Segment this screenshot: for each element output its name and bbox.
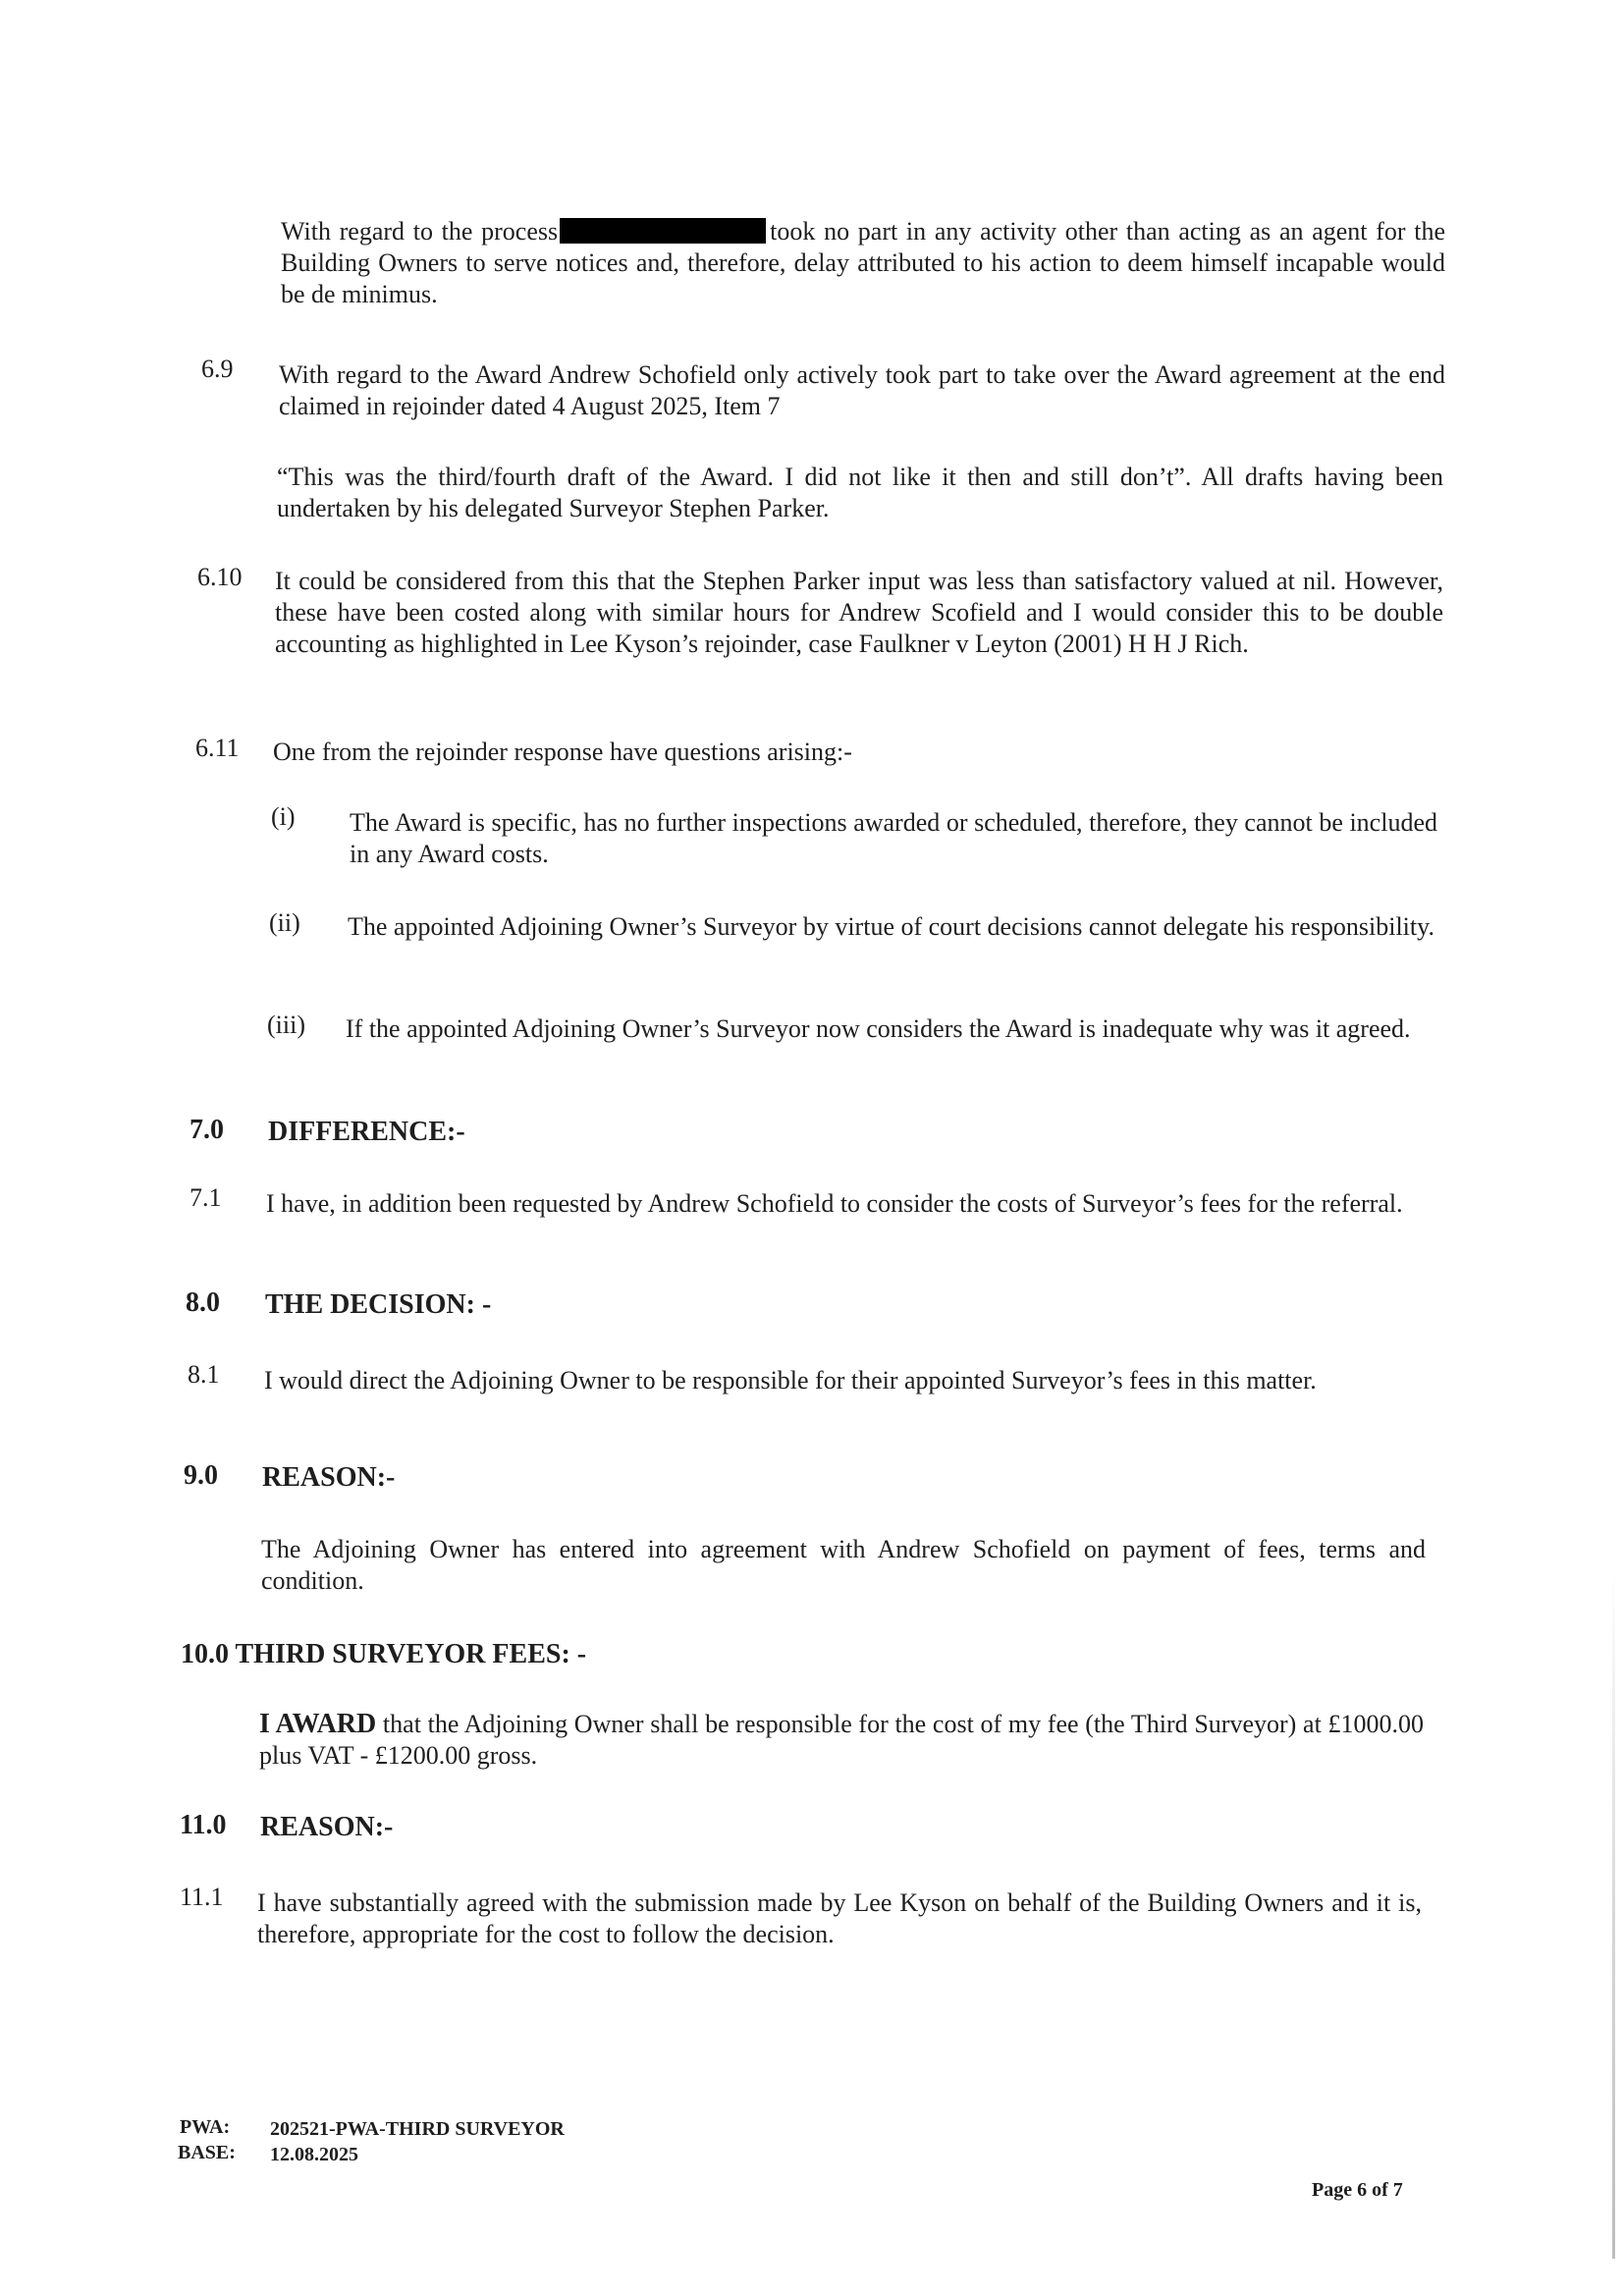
footer-pwa-value: 202521-PWA-THIRD SURVEYOR xyxy=(270,2118,565,2140)
section-6-9-quote: “This was the third/fourth draft of the Award. I did not like it then and still don’t”. All drafts having been undertaken by his delegated Surveyor Stephen Parker. xyxy=(277,463,1443,522)
section-8-number: 8.0 xyxy=(186,1287,220,1318)
section-9-heading: REASON:- xyxy=(262,1462,396,1493)
section-6-11-number: 6.11 xyxy=(195,734,240,762)
section-11-number: 11.0 xyxy=(180,1810,227,1840)
section-6-10-number: 6.10 xyxy=(197,563,243,591)
section-6-11-text: One from the rejoinder response have questions arising:- xyxy=(273,738,852,766)
scan-edge-shadow xyxy=(1612,1571,1615,2259)
footer-pwa-label: PWA: xyxy=(180,2116,231,2138)
section-7-1-number: 7.1 xyxy=(189,1183,222,1212)
section-7-number: 7.0 xyxy=(189,1115,224,1145)
list-item-label-ii: (ii) xyxy=(269,908,300,937)
list-item-text-ii: The appointed Adjoining Owner’s Surveyor by virtue of court decisions cannot delegate his responsibility. xyxy=(348,912,1434,941)
list-item-text-i: The Award is specific, has no further inspections awarded or scheduled, therefore, they cannot be included in any Award costs. xyxy=(350,808,1437,868)
section-8-heading: THE DECISION: - xyxy=(265,1289,492,1320)
intro-text-after: took no part in any activity other than acting as an agent for the Building Owners to serve notices and, therefore, delay attributed to his action to deem himself incapable would be de minimus. xyxy=(281,217,1445,308)
section-6-9-number: 6.9 xyxy=(201,355,234,383)
section-11-1-number: 11.1 xyxy=(180,1883,224,1911)
section-6-10-text: It could be considered from this that the Stephen Parker input was less than satisfactory valued at nil. However, these have been costed along with similar hours for Andrew Scofield and I would consider this to be double accounting as highlighted in Lee Kyson’s rejoinder, case Faulkner v Leyton (2001) H H J Rich. xyxy=(275,567,1443,658)
section-7-heading: DIFFERENCE:- xyxy=(268,1117,465,1147)
section-8-1-text: I would direct the Adjoining Owner to be responsible for their appointed Surveyor’s fees in this matter. xyxy=(264,1366,1317,1394)
list-item-label-iii: (iii) xyxy=(267,1011,305,1039)
section-11-1-text: I have substantially agreed with the submission made by Lee Kyson on behalf of the Building Owners and it is, therefore, appropriate for the cost to follow the decision. xyxy=(257,1888,1422,1948)
section-10-heading: 10.0 THIRD SURVEYOR FEES: - xyxy=(181,1639,587,1669)
section-9-text: The Adjoining Owner has entered into agreement with Andrew Schofield on payment of fees, terms and condition. xyxy=(261,1535,1426,1595)
award-paragraph xyxy=(259,1709,1424,1772)
section-11-heading: REASON:- xyxy=(260,1812,394,1842)
section-9-number: 9.0 xyxy=(184,1460,218,1491)
intro-text-before: With regard to the process xyxy=(281,217,559,246)
footer-base-value: 12.08.2025 xyxy=(270,2144,358,2165)
section-7-1-text: I have, in addition been requested by Andrew Schofield to consider the costs of Surveyor’s fees for the referral. xyxy=(266,1189,1403,1218)
award-text: that the Adjoining Owner shall be responsible for the cost of my fee (the Third Surveyor) at £1000.00 plus VAT - £1200.00 gross. xyxy=(259,1710,1424,1770)
page-number: Page 6 of 7 xyxy=(1312,2179,1403,2201)
section-6-9-text: With regard to the Award Andrew Schofield only actively took part to take over the Award agreement at the end claimed in rejoinder dated 4 August 2025, Item 7 xyxy=(279,360,1445,420)
list-item-label-i: (i) xyxy=(271,802,296,831)
intro-paragraph xyxy=(281,216,1445,310)
section-8-1-number: 8.1 xyxy=(188,1360,220,1389)
footer-base-label: BASE: xyxy=(178,2142,236,2163)
list-item-text-iii: If the appointed Adjoining Owner’s Surveyor now considers the Award is inadequate why was it agreed. xyxy=(346,1014,1411,1043)
redaction-bar xyxy=(560,218,766,244)
award-lead: I AWARD xyxy=(259,1709,377,1739)
